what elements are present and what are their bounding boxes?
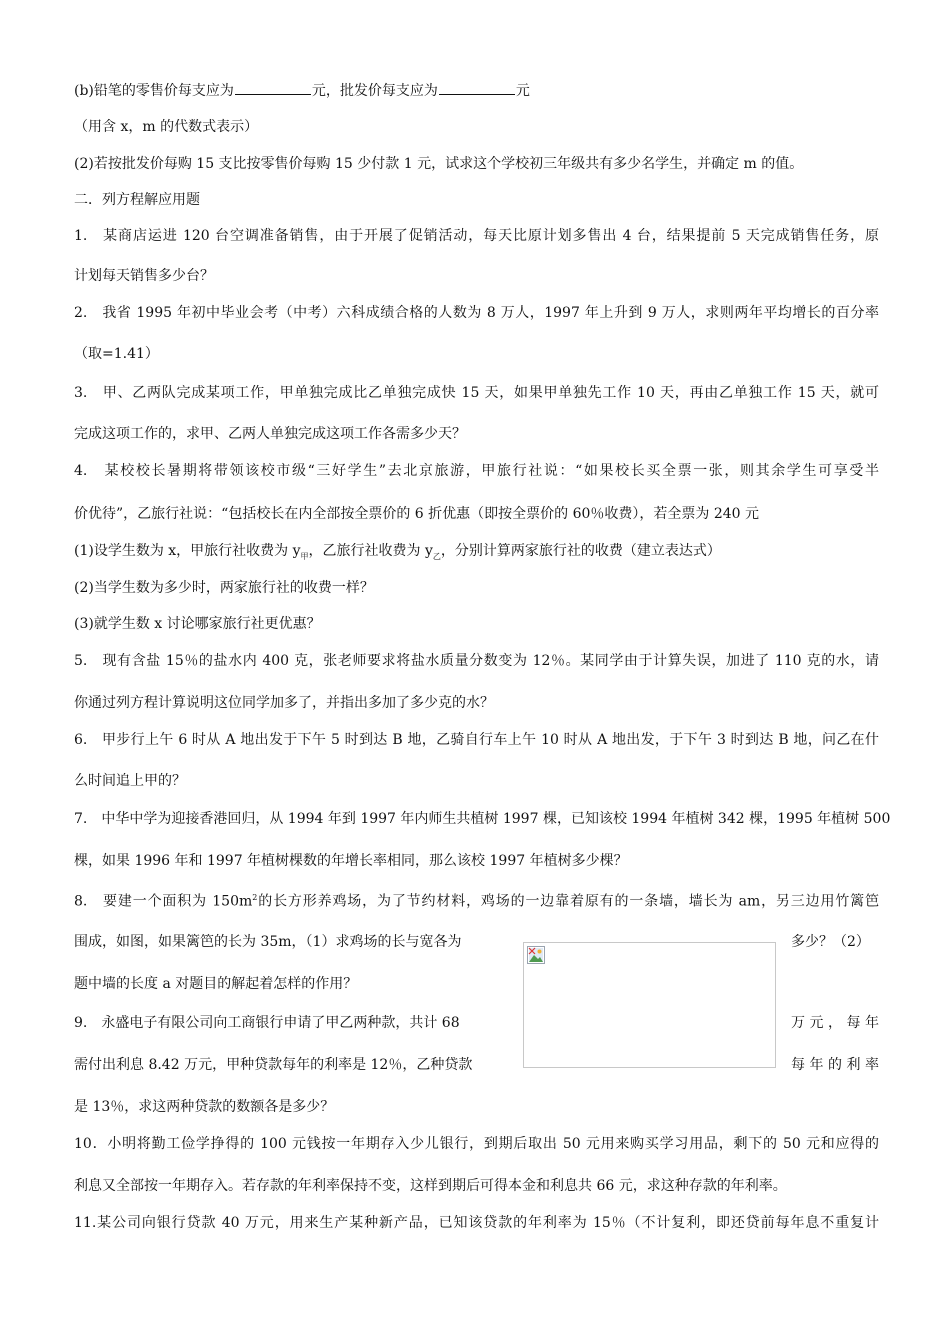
question-6-line1: 6. 甲步行上午 6 时从 A 地出发于下午 5 时到达 B 地，乙骑自行车上午 10 时从 A 地出发，于下午 3 时到达 B 地，问乙在什 [74,732,879,748]
question-9-line2b: 每年的利率 [791,1057,879,1073]
question-11-line1: 11.某公司向银行贷款 40 万元，用来生产某种新产品，已知该贷款的年利率为 15％（不计复利，即还贷前每年息不重复计 [74,1215,879,1231]
question-4-sub3: (3)就学生数 x 讨论哪家旅行社更优惠？ [74,616,321,632]
question-4-line2: 价优待”，乙旅行社说：“包括校长在内全部按全票价的 6 折优惠（即按全票价的 60％收费），若全票为 240 元 [74,506,760,522]
question-1-line2: 计划每天销售多少台？ [74,268,214,284]
question-7-line1: 7. 中华中学为迎接香港回归，从 1994 年到 1997 年内师生共植树 1997 棵，已知该校 1994 年植树 342 棵，1995 年植树 500 [74,811,891,827]
question-6-line2: 么时间追上甲的？ [74,773,186,789]
question-9-line3: 是 13％，求这两种贷款的数额各是多少？ [74,1099,335,1115]
question-8-line3: 题中墙的长度 a 对题目的解起着怎样的作用？ [74,976,358,992]
question-4-sub1: (1)设学生数为 x，甲旅行社收费为 $y_甲$，乙旅行社收费为 $y_乙$，分别计算两家旅行社的收费（建立表达式） [74,543,721,561]
question-5-line2: 你通过列方程计算说明这位同学加多了，并指出多加了多少克的水？ [74,695,494,711]
question-7-line2: 棵，如果 1996 年和 1997 年植树棵数的年增长率相同，那么该校 1997 年植树多少棵？ [74,853,628,869]
answer-blank[interactable] [235,80,311,95]
broken-image-icon [527,946,545,964]
question-8-line2b: 多少？（2） [791,934,870,950]
question-9-line1b: 万元，每年 [791,1015,879,1031]
question-2-line1: 2. 我省 1995 年初中毕业会考（中考）六科成绩合格的人数为 8 万人，1997 年上升到 9 万人，求则两年平均增长的百分率 [74,305,879,321]
question-10-line2: 利息又全部按一年期存入。若存款的年利率保持不变，这样到期后可得本金和利息共 66 元，求这种存款的年利率。 [74,1178,787,1194]
question-1b: (b)铅笔的零售价每支应为 元，批发价每支应为 元 [74,80,530,101]
question-1-line1: 1. 某商店运进 120 台空调准备销售，由于开展了促销活动，每天比原计划多售出 4 台，结果提前 5 天完成销售任务，原 [74,228,879,244]
question-8-line1: 8. 要建一个面积为 $150m^2$的长方形养鸡场，为了节约材料，鸡场的一边靠着原有的一条墙，墙长为 am，另三边用竹篱笆 [74,893,879,910]
figure-placeholder [523,942,776,1068]
note-line: （用含 x，m 的代数式表示） [74,119,259,135]
question-2-line2: （取=1.41） [74,346,159,362]
answer-blank[interactable] [439,80,515,95]
question-10-line1: 10．小明将勤工俭学挣得的 100 元钱按一年期存入少儿银行，到期后取出 50 元用来购买学习用品，剩下的 50 元和应得的 [74,1136,879,1152]
question-4-sub2: (2)当学生数为多少时，两家旅行社的收费一样？ [74,580,374,596]
question-4-line1: 4. 某校校长暑期将带领该校市级“三好学生”去北京旅游，甲旅行社说：“如果校长买全票一张，则其余学生可享受半 [74,463,879,479]
question-3-line2: 完成这项工作的，求甲、乙两人单独完成这项工作各需多少天？ [74,426,466,442]
question-9-line1a: 9. 永盛电子有限公司向工商银行申请了甲乙两种款，共计 68 [74,1015,460,1031]
question-5-line1: 5. 现有含盐 15％的盐水内 400 克，张老师要求将盐水质量分数变为 12％。某同学由于计算失误，加进了 110 克的水，请 [74,653,879,669]
question-1-part2: (2)若按批发价每购 15 支比按零售价每购 15 少付款 1 元，试求这个学校初三年级共有多少名学生，并确定 m 的值。 [74,156,804,172]
question-3-line1: 3. 甲、乙两队完成某项工作，甲单独完成比乙单独完成快 15 天，如果甲单独先工作 10 天，再由乙单独工作 15 天，就可 [74,385,879,401]
section-title: 二．列方程解应用题 [74,192,200,208]
question-9-line2a: 需付出利息 8.42 万元，甲种贷款每年的利率是 12％，乙种贷款 [74,1057,473,1073]
question-8-line2a: 围成，如图，如果篱笆的长为 35m，（1）求鸡场的长与宽各为 [74,934,462,950]
